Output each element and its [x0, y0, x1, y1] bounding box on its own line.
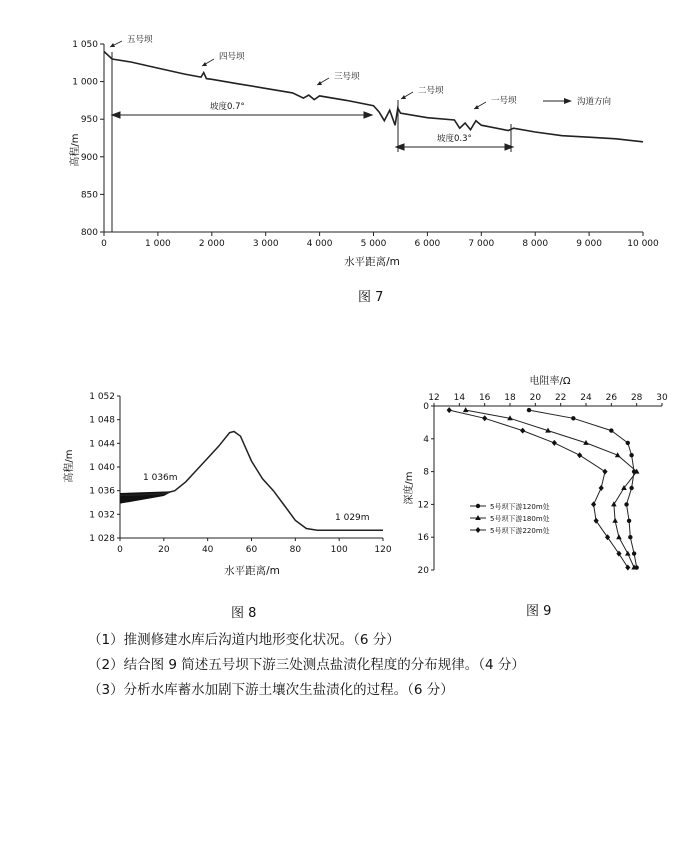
fig9-y-tick-label: 8 [423, 467, 429, 478]
fig9-point [475, 527, 480, 533]
fig9-point [629, 453, 633, 457]
fig8-x-tick-label: 20 [158, 545, 170, 555]
question-list [88, 628, 678, 703]
fig7-dam-2 [401, 85, 444, 99]
fig7-x-tick-label: 5 000 [360, 239, 387, 249]
fig9-point [571, 416, 575, 420]
fig9-x-tick-label: 16 [478, 393, 491, 403]
fig9-x-ticks [428, 393, 668, 406]
fig7-x-ticks [101, 232, 659, 249]
fig8-y-tick-label: 1 052 [89, 392, 115, 402]
fig9-point [627, 519, 631, 523]
figure-8-dam-profile [0, 380, 410, 590]
fig7-slope-label-1: 坡度0.7° [210, 102, 245, 112]
fig9-point [552, 440, 557, 446]
fig9-y-axis-label: 深度/m [404, 471, 415, 505]
fig9-y-ticks [418, 402, 434, 576]
fig9-point [609, 428, 613, 432]
fig7-dam-3 [317, 71, 360, 85]
fig9-caption: 图 9 [526, 604, 552, 619]
svg-text:三号坝: 三号坝 [334, 72, 360, 82]
fig9-point [447, 407, 452, 413]
fig7-x-tick-label: 4 000 [306, 239, 333, 249]
fig7-x-tick-label: 3 000 [252, 239, 279, 249]
fig7-x-tick-label: 8 000 [522, 239, 549, 249]
fig8-y-tick-label: 1 028 [89, 534, 115, 544]
fig7-axes [104, 44, 643, 232]
fig9-y-tick-label: 0 [423, 402, 429, 412]
figure-9-resistivity-chart [400, 370, 692, 590]
fig9-y-tick-label: 12 [417, 500, 429, 511]
fig9-series-line [529, 410, 637, 567]
fig9-point [476, 504, 480, 508]
fig9-point [616, 534, 622, 539]
fig8-x-tick-label: 120 [374, 545, 392, 555]
fig8-caption: 图 8 [231, 606, 257, 621]
fig9-x-tick-label: 30 [656, 393, 668, 403]
fig7-x-tick-label: 1 000 [145, 239, 171, 249]
question-2: （2）结合图 9 简述五号坝下游三处测点盐渍化程度的分布规律。（4 分） [88, 657, 525, 673]
fig9-x-tick-label: 24 [580, 393, 592, 403]
fig7-x-tick-label: 7 000 [468, 239, 495, 249]
fig8-x-ticks [117, 538, 392, 555]
fig7-x-tick-label: 2 000 [198, 239, 225, 249]
fig8-x-tick-label: 60 [245, 545, 258, 555]
fig9-point [628, 535, 632, 539]
fig9-y-tick-label: 20 [417, 566, 429, 576]
fig7-y-tick-label: 900 [80, 152, 98, 163]
fig7-caption: 图 7 [358, 290, 384, 305]
fig7-slope-label-2: 坡度0.3° [437, 134, 472, 144]
figure-7-elevation-chart [0, 0, 692, 300]
fig8-x-tick-label: 40 [201, 545, 214, 555]
fig8-y-tick-label: 1 032 [89, 510, 115, 521]
fig9-x-tick-label: 12 [428, 393, 440, 403]
fig9-x-tick-label: 26 [605, 393, 618, 403]
fig7-slope-arrow-1 [112, 112, 372, 118]
fig9-point [625, 551, 631, 556]
fig9-point [577, 452, 582, 458]
fig9-legend [470, 502, 550, 535]
fig9-point [624, 502, 628, 506]
fig7-x-tick-label: 9 000 [576, 239, 602, 249]
fig8-y-tick-label: 1 044 [89, 439, 115, 450]
fig8-y-ticks [89, 392, 120, 544]
fig9-series-group [447, 407, 640, 570]
fig9-point [463, 407, 469, 412]
fig8-y-tick-label: 1 040 [89, 463, 115, 473]
fig9-point [602, 469, 607, 475]
fig9-point [629, 486, 633, 490]
fig7-x-axis-label: 水平距离/m [344, 256, 400, 268]
fig9-point [591, 501, 596, 507]
fig7-dam-4 [202, 51, 245, 66]
fig8-x-tick-label: 80 [289, 545, 302, 555]
fig7-dam-1 [474, 95, 517, 109]
svg-text:四号坝: 四号坝 [219, 52, 245, 62]
fig7-slope-arrow-2 [396, 144, 513, 150]
fig7-y-tick-label: 850 [80, 190, 98, 201]
fig8-y-tick-label: 1 036 [89, 486, 115, 497]
fig7-direction [543, 96, 612, 107]
svg-text:沟道方向: 沟道方向 [577, 97, 612, 107]
fig7-x-tick-label: 6 000 [414, 239, 441, 249]
fig8-label-right: 1 029m [335, 513, 370, 523]
question-3: （3）分析水库蓄水加剧下游土壤次生盐渍化的过程。（6 分） [88, 682, 454, 698]
fig7-profile-line [104, 52, 643, 142]
svg-text:五号坝: 五号坝 [127, 35, 153, 45]
fig9-point [482, 415, 487, 421]
svg-text:一号坝: 一号坝 [491, 96, 517, 106]
fig8-y-axis-label: 高程/m [64, 449, 75, 483]
fig9-point [527, 408, 531, 412]
fig8-y-tick-label: 1 048 [89, 415, 115, 426]
fig9-legend-label: 5号坝下游220m处 [490, 527, 550, 535]
fig9-series-line [466, 410, 637, 567]
fig7-dam-5 [110, 34, 153, 47]
fig9-x-tick-label: 22 [554, 393, 567, 403]
fig7-x-tick-label: 10 000 [627, 239, 659, 249]
svg-text:二号坝: 二号坝 [418, 86, 444, 96]
fig9-point [626, 441, 630, 445]
fig7-y-tick-label: 800 [80, 228, 98, 238]
fig9-x-tick-label: 18 [504, 393, 516, 403]
fig9-y-tick-label: 4 [423, 434, 429, 445]
fig9-point [520, 428, 525, 434]
fig7-x-tick-label: 0 [101, 239, 107, 249]
question-1: （1）推测修建水库后沟道内地形变化状况。（6 分） [88, 632, 400, 648]
fig7-y-tick-label: 1 000 [72, 77, 98, 88]
fig9-legend-label: 5号坝下游120m处 [490, 503, 550, 511]
fig8-x-axis-label: 水平距离/m [224, 565, 280, 577]
fig9-x-tick-label: 28 [630, 393, 643, 403]
fig9-y-tick-label: 16 [417, 533, 429, 544]
fig7-y-axis-label: 高程/m [70, 133, 81, 167]
fig9-x-axis-label: 电阻率/Ω [529, 376, 571, 387]
fig8-label-left: 1 036m [143, 473, 178, 483]
fig9-x-tick-label: 20 [529, 393, 542, 403]
fig7-y-tick-label: 1 050 [72, 40, 98, 50]
fig9-legend-label: 5号坝下游180m处 [490, 515, 550, 523]
fig9-point [599, 485, 604, 491]
fig9-point [632, 551, 636, 555]
fig7-y-tick-label: 950 [80, 115, 98, 126]
fig8-x-tick-label: 0 [117, 545, 123, 555]
fig9-x-tick-label: 14 [453, 393, 466, 403]
fig8-x-tick-label: 100 [330, 545, 348, 555]
fig9-point [612, 518, 618, 523]
